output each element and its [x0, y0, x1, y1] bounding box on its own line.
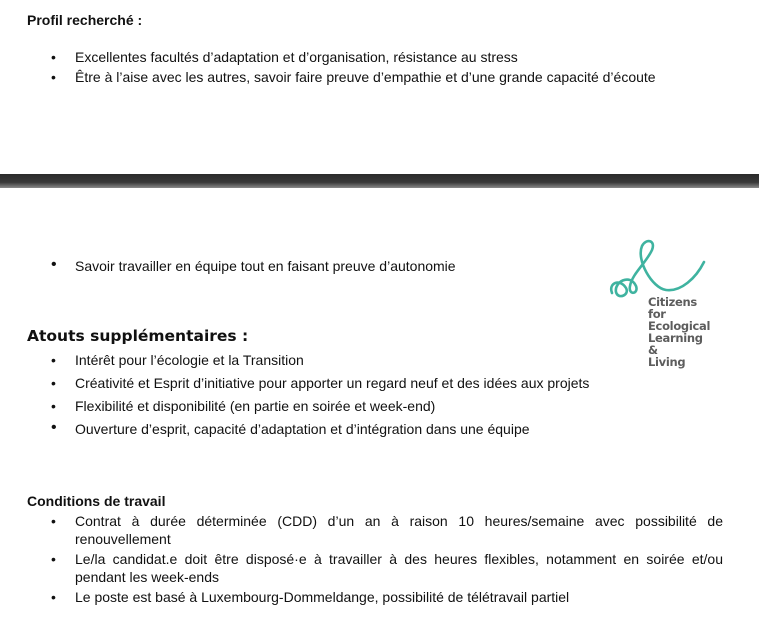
bullet: •: [51, 589, 56, 605]
list-item: • Le poste est basé à Luxembourg-Dommeldange, possibilité de télétravail partiel: [51, 589, 570, 605]
bullet: •: [51, 375, 56, 391]
list-item: • Créativité et Esprit d’initiative pour apporter un regard neuf et des idées aux projets: [51, 375, 590, 391]
list-item: • Contrat à durée déterminée (CDD) d’un an à raison 10 heures/semaine avec possibilité de renouvellement: [51, 513, 723, 547]
profil-list: [27, 48, 727, 88]
list-item: • Savoir travailler en équipe tout en faisant preuve d’autonomie: [51, 256, 456, 274]
bullet: •: [51, 69, 56, 85]
bullet: •: [51, 419, 57, 436]
section-title-atouts: Atouts supplémentaires :: [27, 327, 249, 345]
bullet: •: [51, 49, 56, 65]
organization-logo: [606, 238, 716, 369]
list-item: • Être à l’aise avec les autres, savoir faire preuve d’empathie et d’une grande capacité d’écoute: [51, 69, 656, 85]
list-item: • Excellentes facultés d’adaptation et d’organisation, résistance au stress: [51, 49, 518, 65]
bullet: •: [51, 513, 56, 529]
atouts-list: [27, 351, 727, 443]
bullet: •: [51, 256, 57, 273]
profil-list-continued: [27, 257, 587, 275]
list-item: • Flexibilité et disponibilité (en partie en soirée et week-end): [51, 398, 436, 414]
page-divider: [0, 174, 759, 188]
list-item: • Intérêt pour l’écologie et la Transition: [51, 352, 304, 368]
bullet: •: [51, 398, 56, 414]
section-title-conditions: Conditions de travail: [27, 493, 166, 509]
bullet: •: [51, 352, 56, 368]
list-item: • Le/la candidat.e doit être disposé·e à travailler à des heures flexibles, notamment en soirée et/ou pendant les week-ends: [51, 551, 723, 585]
section-title-profil: Profil recherché :: [27, 12, 143, 28]
bullet: •: [51, 551, 56, 567]
conditions-list: [27, 512, 727, 608]
logo-text: Citizens for Ecological Learning & Living: [648, 295, 711, 369]
list-item: • Ouverture d’esprit, capacité d’adaptation et d’intégration dans une équipe: [51, 419, 530, 437]
